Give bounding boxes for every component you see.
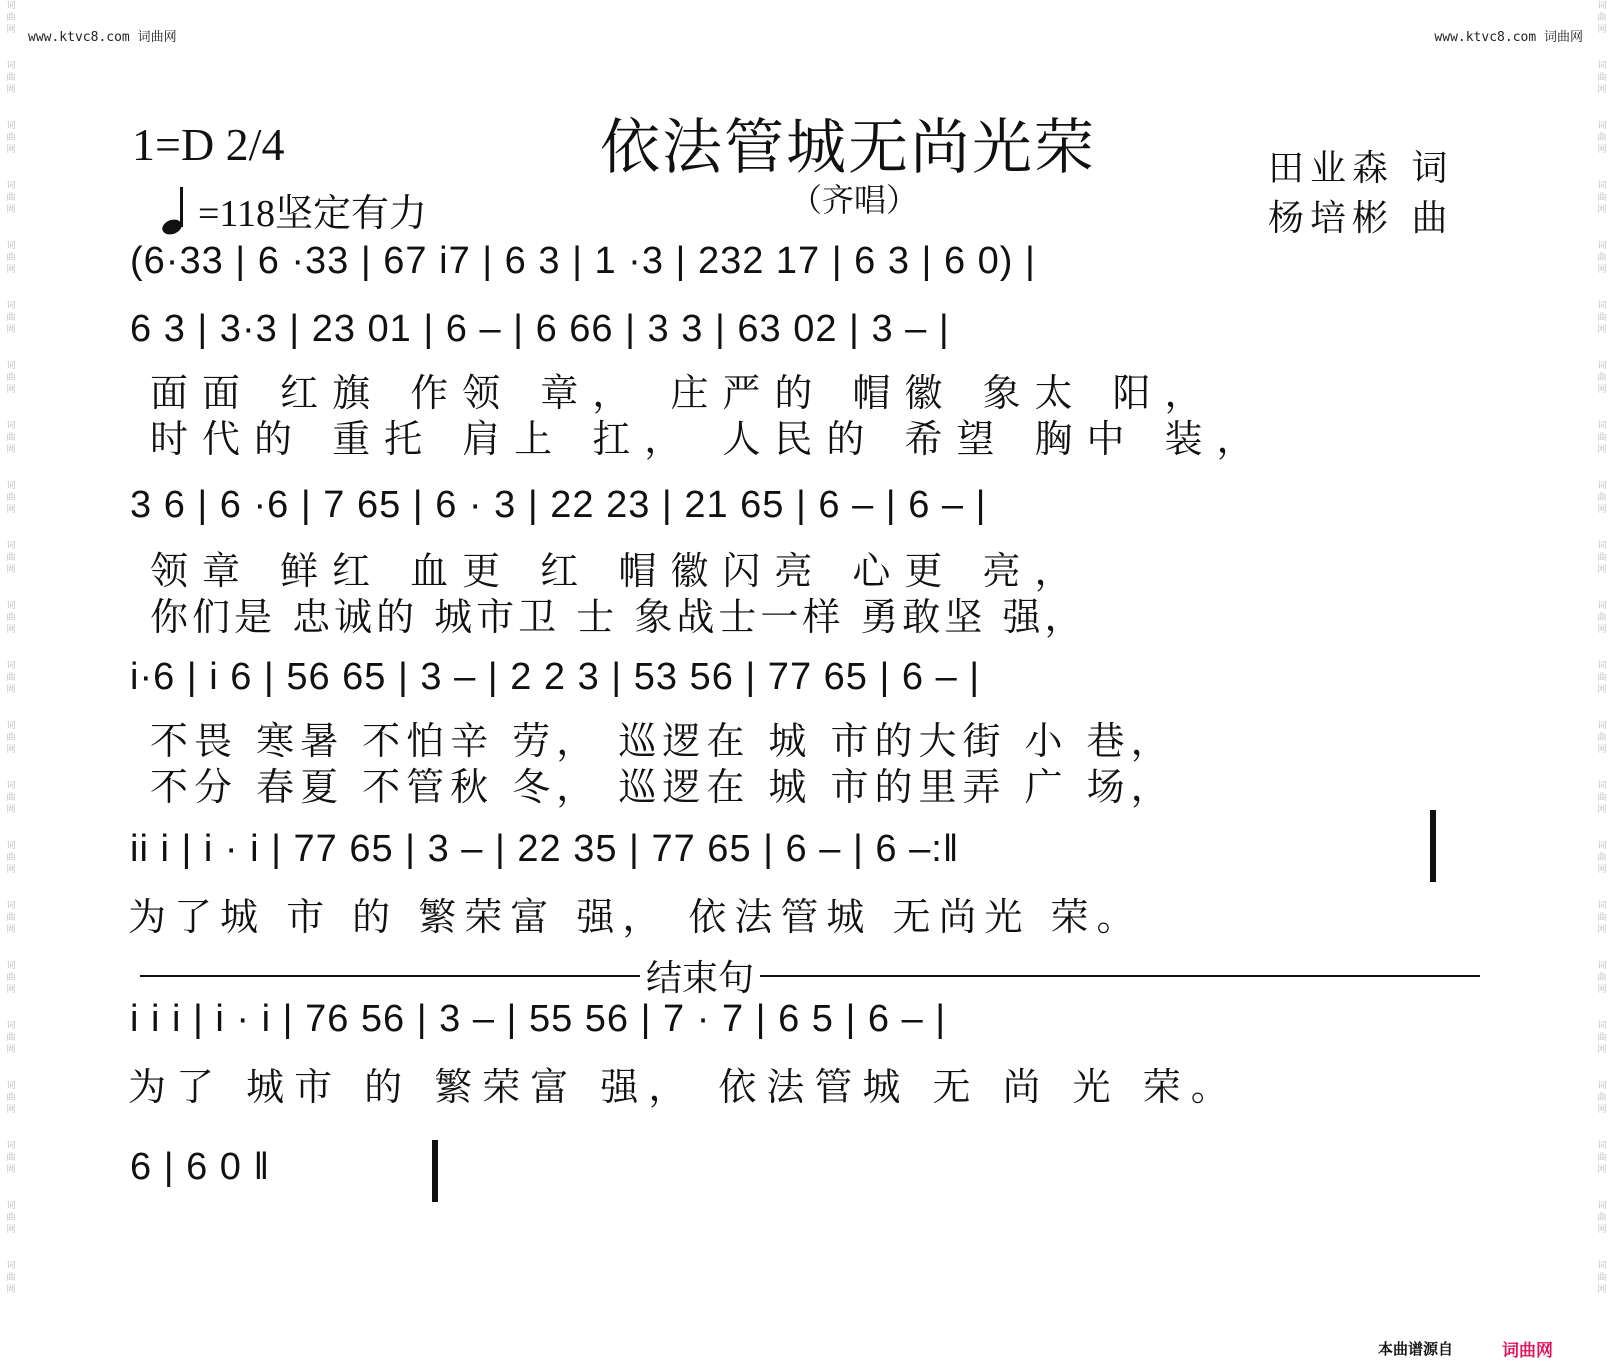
key-signature: 1=D 2/4 <box>132 119 285 170</box>
watermark-strip-right: 词曲网 词曲网 词曲网 词曲网 词曲网 词曲网 词曲网 词曲网 词曲网 词曲网 词曲网 词曲网 词曲网 词曲网 词曲网 词曲网 词曲网 词曲网 词曲网 词曲网 词曲网 词曲网 <box>1597 1 1607 1295</box>
repeat-end-barline <box>1430 810 1436 882</box>
tempo-marking <box>160 182 427 237</box>
lyric-verse-2: 不分 春夏 不管秋 冬， 巡逻在 城 市的里弄 广 场， <box>150 765 1175 809</box>
notation-line-4 <box>130 656 1480 706</box>
notation-line-5 <box>130 828 1480 878</box>
notation-line-2 <box>130 308 1480 358</box>
notation-line-7 <box>130 1146 1480 1196</box>
notation-text: ii i | i · i | 77 65 | 3 – | 22 35 | 77 65 | 6 – | 6 –:‖ <box>130 828 960 870</box>
notation-text: (6·33 | 6 ·33 | 67 i7 | 6 3 | 1 ·3 | 232 17 | 6 3 | 6 0) | <box>130 240 1036 282</box>
source-label: 本曲谱源自 <box>1377 1340 1453 1358</box>
lyricist-credit: 田业森 词 <box>1268 148 1454 189</box>
notation-text: i·6 | i 6 | 56 65 | 3 – | 2 2 3 | 53 56 | 77 65 | 6 – | <box>130 656 981 698</box>
composer-credit: 杨培彬 曲 <box>1268 198 1454 239</box>
notation-text: 6 | 6 0 ‖ <box>130 1146 271 1188</box>
page-title: 依法管城无尚光荣 <box>600 113 1096 183</box>
tempo-text: =118坚定有力 <box>198 193 428 235</box>
lyric-line: 为了 城市 的 繁荣富 强， 依法管城 无 尚 光 荣。 <box>128 1065 1239 1109</box>
notation-text: 3 6 | 6 ·6 | 7 65 | 6 · 3 | 22 23 | 21 65 | 6 – | 6 – | <box>130 484 987 526</box>
lyric-line: 为了城 市 的 繁荣富 强， 依法管城 无尚光 荣。 <box>128 895 1143 939</box>
brand-link[interactable]: 词曲网 <box>1502 1341 1553 1361</box>
lyric-verse-1: 领章 鲜红 血更 红 帽徽闪亮 心更 亮， <box>150 549 1087 593</box>
coda-rule <box>140 975 1480 977</box>
lyric-verse-2: 你们是 忠诚的 城市卫 士 象战士一样 勇敢坚 强， <box>150 595 1087 639</box>
site-url-left[interactable]: www.ktvc8.com 词曲网 <box>28 30 177 45</box>
final-barline <box>432 1140 438 1202</box>
lyric-verse-2: 时代的 重托 肩上 扛， 人民的 希望 胸中 装， <box>150 417 1269 461</box>
notation-line-6 <box>130 998 1480 1048</box>
lyric-verse-1: 面面 红旗 作领 章， 庄严的 帽徽 象太 阳， <box>150 371 1217 415</box>
coda-label: 结束句 <box>640 950 760 1001</box>
notation-line-1 <box>130 240 1480 290</box>
lyric-verse-1: 不畏 寒暑 不怕辛 劳， 巡逻在 城 市的大街 小 巷， <box>150 719 1175 763</box>
site-url-right[interactable]: www.ktvc8.com 词曲网 <box>1434 30 1583 45</box>
quarter-note-icon <box>160 185 194 235</box>
notation-line-3 <box>130 484 1480 534</box>
performance-style: （齐唱） <box>790 181 919 219</box>
notation-text: 6 3 | 3·3 | 23 01 | 6 – | 6 66 | 3 3 | 63 02 | 3 – | <box>130 308 950 350</box>
notation-text: i i i | i · i | 76 56 | 3 – | 55 56 | 7 · 7 | 6 5 | 6 – | <box>130 998 947 1040</box>
watermark-strip-left: 词曲网 词曲网 词曲网 词曲网 词曲网 词曲网 词曲网 词曲网 词曲网 词曲网 词曲网 词曲网 词曲网 词曲网 词曲网 词曲网 词曲网 词曲网 词曲网 词曲网 词曲网 词曲网 <box>6 1 16 1295</box>
